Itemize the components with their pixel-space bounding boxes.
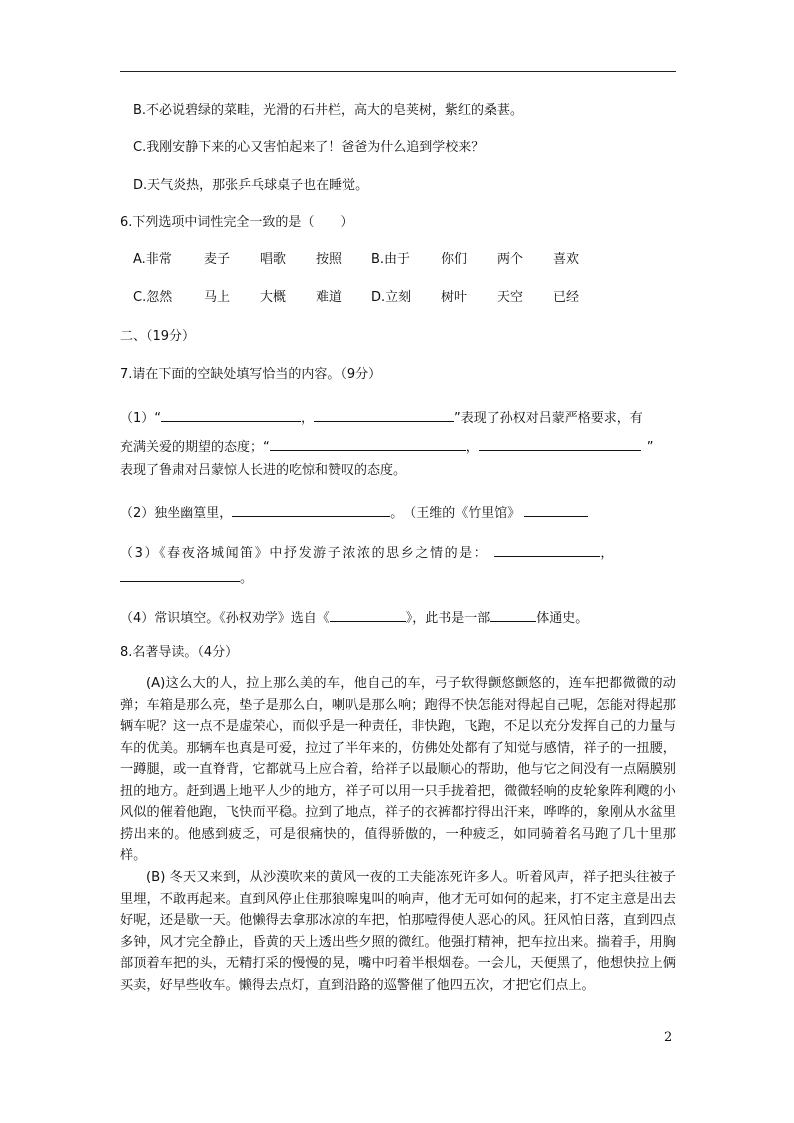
q7-p1-comma: ， [301,411,315,426]
q6-row1-item: B.由于 [371,252,411,267]
answer-blank[interactable] [161,408,301,422]
q7-p1-close-quote: ” [646,440,654,455]
q7-p3-prefix: （3）《春夜洛城闻笛》中抒发游子浓浓的思乡之情的是： [120,546,489,561]
answer-blank[interactable] [494,543,600,557]
q6-row2-item: 已经 [553,290,580,305]
q7-p2-suffix: 。 （王维的《竹里馆》 [390,506,521,521]
q6-row2-item: C.忽然 [133,290,173,305]
q6-row2-item: 大概 [260,290,287,305]
q7-p1-suffix: ”表现了孙权对吕蒙严格要求，有 [454,411,643,426]
q6-row2-item: 马上 [204,290,231,305]
q6-row1-item: 你们 [441,252,468,267]
q6-row1-item: 两个 [497,252,524,267]
q7-p2-prefix: （2）独坐幽篁里， [120,506,233,521]
q7-part3-line1 [120,543,615,562]
q6-row2-item: 天空 [497,290,524,305]
q7-p3-comma: ， [600,546,615,561]
q6-row1-item: 按照 [316,252,343,267]
answer-blank[interactable] [120,568,240,582]
q6-row2-item: 难道 [316,290,343,305]
q7-part1-line2 [120,437,654,456]
q7-p4-mid: 》，此书是一部 [405,611,491,626]
q7-p3-end: 。 [240,571,254,586]
answer-blank[interactable] [524,503,588,517]
q6-row2-item: 树叶 [441,290,468,305]
answer-blank[interactable] [490,608,536,622]
q8-stem: 8.名著导读。（4分） [120,645,239,660]
section-2-heading: 二、（19分） [120,329,196,344]
answer-blank[interactable] [479,437,641,451]
q6-row1-item: A.非常 [133,252,172,267]
q7-part1-line1 [120,408,643,427]
q6-row1-item: 麦子 [204,252,231,267]
q7-part3-line2 [120,568,253,587]
q5-option-b: B.不必说碧绿的菜畦，光滑的石井栏，高大的皂荚树，紫红的桑葚。 [133,103,524,118]
header-rule [120,71,676,72]
q6-row2-item: D.立刻 [371,290,412,305]
q7-part2 [120,503,588,522]
q7-p1-prefix: （1）“ [120,411,162,426]
passage-a: (A)这么大的人，拉上那么美的车，他自己的车，弓子软得颤悠颤悠的，连车把都微微的动弹；车箱是那么亮，垫子是那么白，喇叭是那么响；跑得不快怎能对得起自己呢，怎能对得起那辆车呢？这一点不是虚荣心，而似乎是一种责任，非快跑，飞跑，不足以充分发挥自己的力量与车的优美。那辆车也真是可爱，拉过了半年来的，仿佛处处都有了知觉与感情，祥子的一扭腰，一蹲腿，或一直脊背，它都就马上应合着，给祥子以最顺心的帮助，他与它之间没有一点隔膜别扭的地方。赶到遇上地平人少的地方，祥子可以用一只手拢着把，微微轻响的皮轮象阵利飕的小风似的催着他跑，飞快而平稳。拉到了地点，祥子的衣裤都拧得出汗来，哗哗的，象刚从水盆里捞出来的。他感到疲乏，可是很痛快的，值得骄傲的，一种疲乏，如同骑着名马跑了几十里那样。 [120,676,676,863]
answer-blank[interactable] [270,437,466,451]
answer-blank[interactable] [330,608,406,622]
q7-part1-line3: 表现了鲁肃对吕蒙惊人长进的吃惊和赞叹的态度。 [120,463,407,478]
q6-stem: 6.下列选项中词性完全一致的是（ ） [120,215,354,230]
q7-p4-suffix: 体通史。 [536,611,589,626]
answer-blank[interactable] [314,408,454,422]
q5-option-c: C.我刚安静下来的心又害怕起来了！爸爸为什么追到学校来？ [133,140,485,155]
answer-blank[interactable] [232,503,390,517]
q6-row1-item: 唱歌 [260,252,287,267]
q7-p4-prefix: （4）常识填空。《孙权劝学》选自《 [120,611,330,626]
q7-p1-line2-prefix: 充满关爱的期望的态度；“ [120,440,270,455]
passage-b: (B) 冬天又来到，从沙漠吹来的黄风一夜的工夫能冻死许多人。听着风声，祥子把头往被子里埋，不敢再起来。直到风停止住那狼嗥鬼叫的响声，他才无可如何的起来，打不定主意是出去好呢，还是歇一天。他懒得去拿那冰凉的车把，怕那噎得使人恶心的风。狂风怕日落，直到四点多钟，风才完全静止，昏黄的天上透出些夕照的微红。他强打精神，把车拉出来。揣着手，用胸部顶着车把的头，无精打采的慢慢的晃，嘴中叼着半根烟卷。一会儿，天便黑了，他想快拉上俩买卖，好早些收车。懒得去点灯，直到沿路的巡警催了他四五次，才把它们点上。 [120,870,676,993]
q7-p1-comma2: ， [465,440,479,455]
page-number: 2 [664,1030,673,1045]
q7-stem: 7.请在下面的空缺处填写恰当的内容。（9分） [120,367,382,382]
q6-row1-item: 喜欢 [553,252,580,267]
q7-part4 [120,608,588,627]
q5-option-d: D.天气炎热，那张乒乓球桌子也在睡觉。 [133,178,369,193]
